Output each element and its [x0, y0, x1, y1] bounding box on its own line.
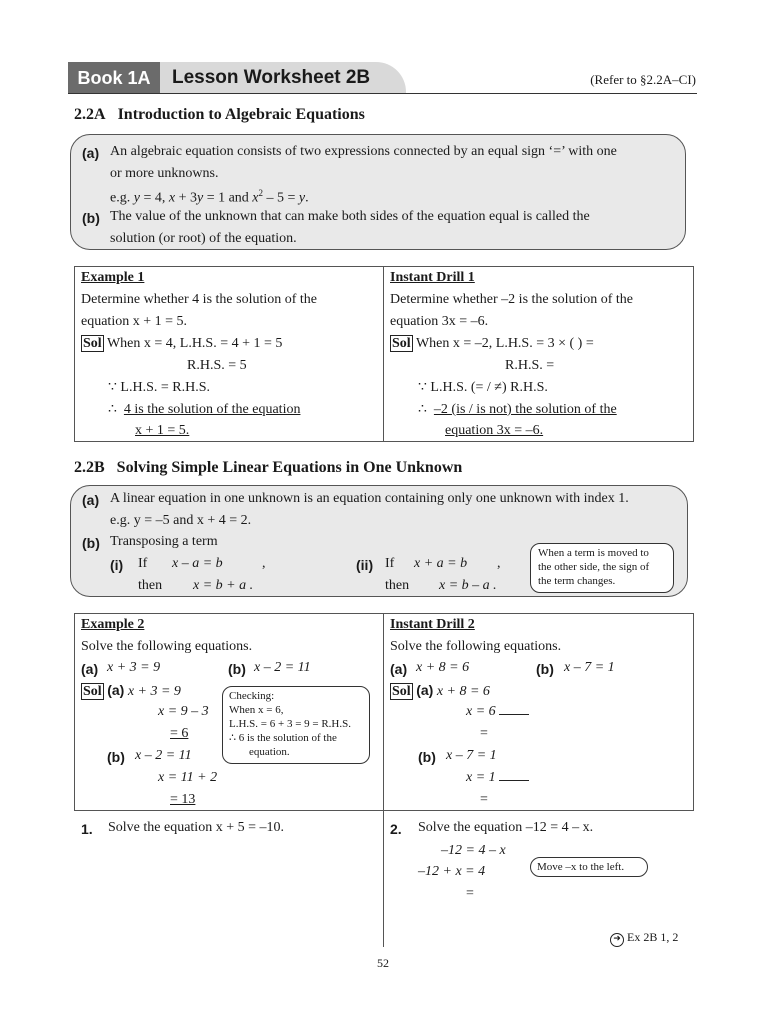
example-2-sol-b3: = 13	[170, 792, 196, 807]
example-2-sol-a1: Sol (a) x + 3 = 9	[83, 682, 181, 699]
example-2-question: Solve the following equations.	[81, 639, 253, 654]
concept-2b-a-label: (a)	[82, 492, 100, 508]
drill-1-sol-line3: ∵ L.H.S. (= / ≠) R.H.S.	[418, 380, 548, 395]
concept-b-line1: The value of the unknown that can make both sides of the equation equal is called the	[110, 209, 590, 224]
drill-2-qa-label: (a)	[390, 661, 408, 677]
example-2-qa-label: (a)	[81, 661, 99, 677]
example-1-sol-line1: Sol When x = 4, L.H.S. = 4 + 1 = 5	[83, 336, 283, 351]
drill-1-sol-line2: R.H.S. =	[505, 358, 555, 373]
sol-label: Sol	[83, 336, 102, 351]
question-1-number: 1.	[81, 821, 93, 837]
example-1-sol-line3: ∵ L.H.S. = R.H.S.	[108, 380, 210, 395]
example-2-qa: x + 3 = 9	[107, 660, 161, 675]
concept-a-example: e.g. y = 4, x + 3y = 1 and $x^2 - 5 = y$.	[110, 188, 309, 206]
example-2-sol-a3: = 6	[170, 726, 189, 741]
drill-2-sol-b3: =	[480, 792, 488, 807]
sign-change-callout: When a term is moved to the other side, the sign of the term changes.	[530, 543, 674, 593]
example-2-qb-label: (b)	[228, 661, 246, 677]
questions-divider	[383, 811, 384, 947]
example-1-sol-line4: ∴ 4 is the solution of the equation	[108, 402, 301, 417]
example-2-qb: x – 2 = 11	[254, 660, 311, 675]
header-rule	[68, 93, 697, 94]
rule-ii-comma: ,	[497, 556, 501, 571]
rule-i-eq2: x = b + a .	[193, 578, 254, 593]
section-2-2a-heading: 2.2A Introduction to Algebraic Equations	[74, 106, 365, 123]
table-divider	[383, 266, 384, 442]
rule-i-then: then	[138, 578, 163, 593]
move-x-callout: Move –x to the left.	[530, 857, 648, 877]
drill-2-qb-label: (b)	[536, 661, 554, 677]
drill-2-sol-a3: =	[480, 726, 488, 741]
example-1-sol-line2: R.H.S. = 5	[187, 358, 247, 373]
page-number: 52	[377, 956, 389, 970]
rule-ii-then: then	[385, 578, 410, 593]
drill-2-sol-a2: x = 6	[466, 704, 529, 720]
question-2-line1: –12 = 4 – x	[441, 843, 506, 858]
drill-1-sol-line5: equation 3x = –6.	[445, 423, 544, 438]
sol-label: Sol	[392, 336, 411, 351]
rule-ii-eq1: x + a = b	[414, 556, 468, 571]
arrow-circle-icon: ➜	[610, 933, 624, 947]
drill-2-sol-b1: x – 7 = 1	[446, 748, 497, 763]
example-2-sol-b2: x = 11 + 2	[158, 770, 218, 785]
concept-2b-b-line1: Transposing a term	[110, 534, 218, 549]
rule-ii-if: If	[385, 556, 395, 571]
drill-2-sol-b2: x = 1	[466, 770, 529, 786]
question-2-line2: –12 + x = 4	[418, 864, 486, 879]
question-2-text: Solve the equation –12 = 4 – x.	[418, 820, 594, 835]
concept-2b-b-label: (b)	[82, 535, 100, 551]
concept-2b-a-line1: A linear equation in one unknown is an equation containing only one unknown with index 1.	[110, 491, 629, 506]
drill-1-question-line2: equation 3x = –6.	[390, 314, 489, 329]
rule-i-comma: ,	[262, 556, 266, 571]
example-1-question-line2: equation x + 1 = 5.	[81, 314, 187, 329]
section-2-2b-heading: 2.2B Solving Simple Linear Equations in One Unknown	[74, 459, 463, 476]
example-2-title: Example 2	[81, 617, 145, 632]
rule-ii-label: (ii)	[356, 557, 374, 573]
table-divider-2	[383, 613, 384, 811]
rule-i-eq1: x – a = b	[172, 556, 223, 571]
worksheet-title: Lesson Worksheet 2B	[160, 62, 406, 94]
example-1-sol-line5: x + 1 = 5.	[135, 423, 190, 438]
example-2-sol-a2: x = 9 – 3	[158, 704, 209, 719]
blank-line[interactable]	[499, 714, 529, 715]
example-1-question-line1: Determine whether 4 is the solution of the	[81, 292, 317, 307]
question-2-line3: =	[466, 886, 474, 901]
concept-a-label: (a)	[82, 145, 100, 161]
drill-2-sol-a1: Sol (a) x + 8 = 6	[392, 682, 490, 699]
drill-1-question-line1: Determine whether –2 is the solution of the	[390, 292, 633, 307]
rule-ii-eq2: x = b – a .	[439, 578, 497, 593]
sol-label: Sol	[83, 684, 102, 699]
book-label: Book 1A	[68, 62, 160, 94]
question-2-number: 2.	[390, 821, 402, 837]
example-2-sol-b-label: (b)	[107, 749, 125, 765]
concept-a-line1: An algebraic equation consists of two expressions connected by an equal sign ‘=’ with one	[110, 144, 617, 159]
drill-2-qa: x + 8 = 6	[416, 660, 470, 675]
rule-i-label: (i)	[110, 557, 124, 573]
exercise-reference: ➜ Ex 2B 1, 2	[610, 930, 678, 947]
example-1-title: Example 1	[81, 270, 145, 285]
sol-label: Sol	[392, 684, 411, 699]
drill-1-sol-line4: ∴ –2 (is / is not) the solution of the	[418, 402, 617, 417]
concept-b-line2: solution (or root) of the equation.	[110, 231, 297, 246]
drill-2-question: Solve the following equations.	[390, 639, 562, 654]
question-1-text: Solve the equation x + 5 = –10.	[108, 820, 284, 835]
blank-line[interactable]	[499, 780, 529, 781]
drill-1-sol-line1: Sol When x = –2, L.H.S. = 3 × ( ) =	[392, 336, 594, 351]
example-2-sol-b1: x – 2 = 11	[135, 748, 192, 763]
drill-2-title: Instant Drill 2	[390, 617, 475, 632]
drill-2-qb: x – 7 = 1	[564, 660, 615, 675]
concept-a-line2: or more unknowns.	[110, 166, 219, 181]
concept-b-label: (b)	[82, 210, 100, 226]
rule-i-if: If	[138, 556, 148, 571]
reference-note: (Refer to §2.2A–CI)	[590, 72, 696, 87]
checking-callout: Checking: When x = 6, L.H.S. = 6 + 3 = 9 = R.H.S. ∴ 6 is the solution of the equation.	[222, 686, 370, 764]
concept-2b-a-example: e.g. y = –5 and x + 4 = 2.	[110, 513, 252, 528]
drill-2-sol-b-label: (b)	[418, 749, 436, 765]
drill-1-title: Instant Drill 1	[390, 270, 475, 285]
